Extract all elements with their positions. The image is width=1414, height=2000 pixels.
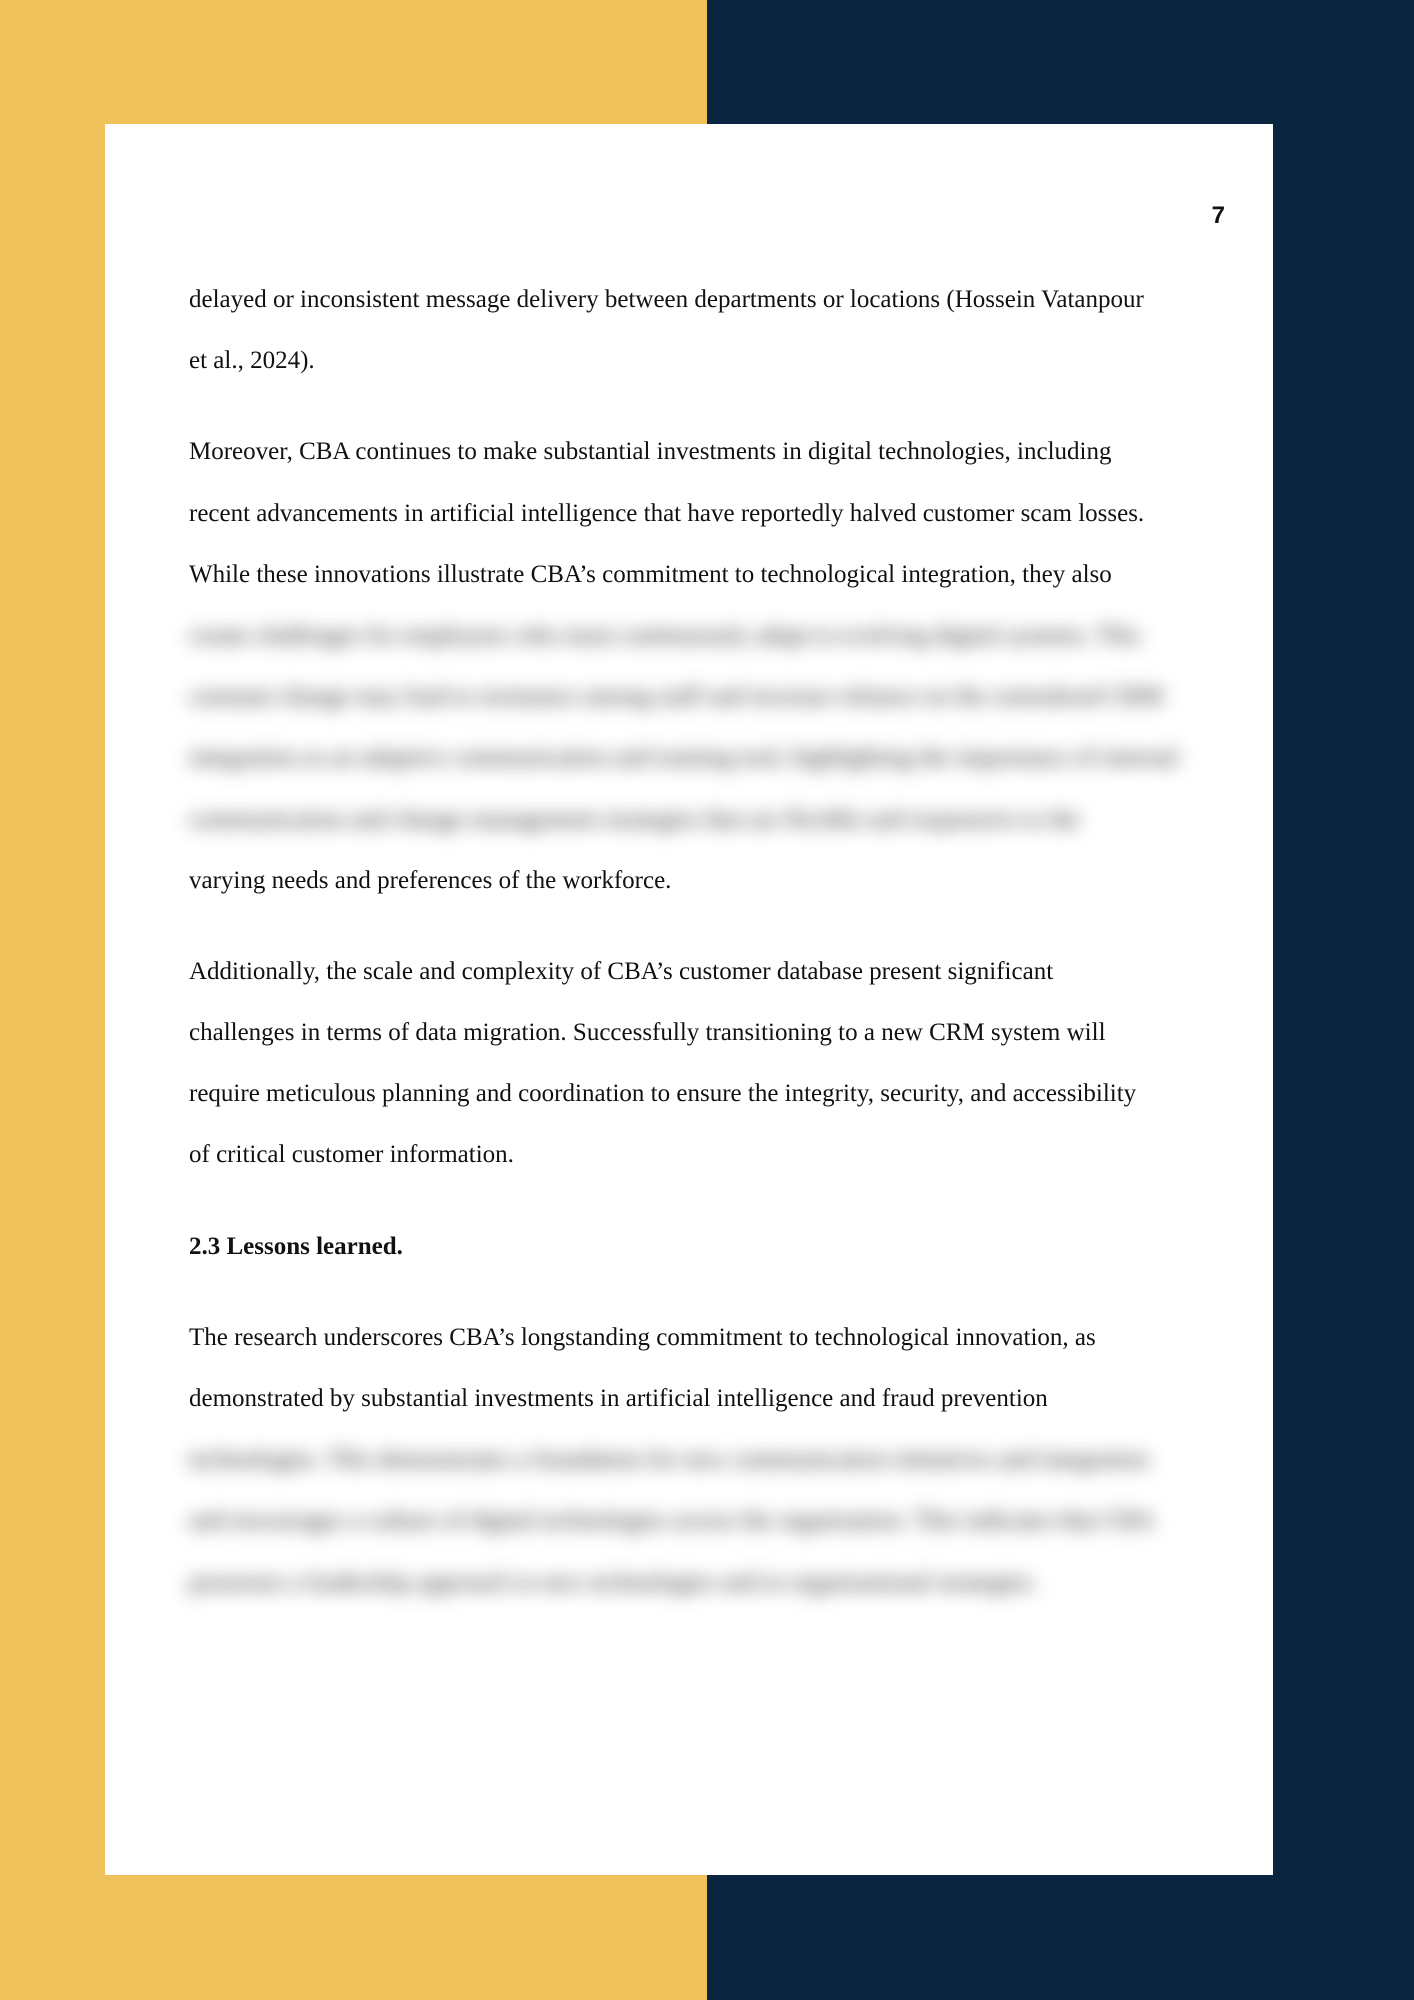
- text-line: et al., 2024).: [189, 347, 315, 375]
- text-line: The research underscores CBA’s longstanding commitment to technological innovation, as: [189, 1323, 1096, 1351]
- text-line: 2.3 Lessons learned.: [189, 1232, 403, 1260]
- blurred-text-line: integration as an adaptive communication and training tool, highlighting the importance of internal: [189, 744, 1179, 772]
- text-line: While these innovations illustrate CBA’s commitment to technological integration, they also: [189, 560, 1112, 588]
- paragraph: [189, 269, 1219, 391]
- text-line: varying needs and preferences of the workforce.: [189, 866, 672, 894]
- blurred-text-line: and encourages a culture of digital technologies across the organisation. This indicates that CBA: [189, 1507, 1155, 1535]
- text-line: Additionally, the scale and complexity of CBA’s customer database present significant: [189, 957, 1054, 985]
- paragraph: [189, 941, 1219, 1186]
- blurred-text-line: communication and change management strategies that are flexible and responsive to the: [189, 805, 1080, 833]
- blurred-text-line: constant change may lead to resistance among staff and increase reliance on the centralized CRM: [189, 683, 1164, 711]
- blurred-text-line: technologies. This demonstrates a foundation for new communication initiatives and integration: [189, 1446, 1149, 1474]
- blurred-text-line: possesses a leadership approach to new technologies and to organisational strategies.: [189, 1568, 1038, 1596]
- paragraph: [189, 1307, 1219, 1613]
- paragraph-gap: [189, 391, 1219, 421]
- paragraph-gap: [189, 1186, 1219, 1216]
- text-line: recent advancements in artificial intelligence that have reportedly halved customer scam losses.: [189, 499, 1145, 527]
- paragraph-gap: [189, 1277, 1219, 1307]
- blurred-text-line: create challenges for employees who must continuously adapt to evolving digital systems. This: [189, 621, 1141, 649]
- paragraph: [189, 421, 1219, 911]
- text-line: require meticulous planning and coordination to ensure the integrity, security, and accessibility: [189, 1080, 1137, 1108]
- text-line: of critical customer information.: [189, 1141, 514, 1169]
- page-number: 7: [1211, 202, 1225, 229]
- document-body: [189, 269, 1219, 1613]
- document-page: [105, 124, 1273, 1875]
- text-line: demonstrated by substantial investments in artificial intelligence and fraud prevention: [189, 1385, 1048, 1412]
- paragraph-gap: [189, 911, 1219, 941]
- text-line: Moreover, CBA continues to make substantial investments in digital technologies, including: [189, 438, 1112, 466]
- section-heading: [189, 1216, 1219, 1277]
- text-line: challenges in terms of data migration. Successfully transitioning to a new CRM system will: [189, 1019, 1106, 1047]
- text-line: delayed or inconsistent message delivery between departments or locations (Hossein Vatanpour: [189, 286, 1144, 313]
